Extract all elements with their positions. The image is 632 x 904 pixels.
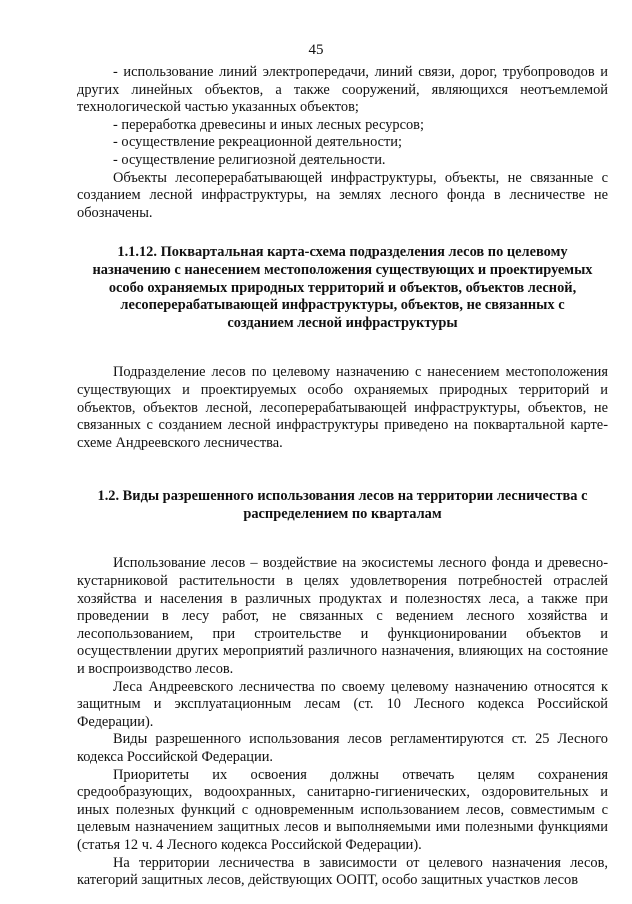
list-item: - переработка древесины и иных лесных ресурсов; xyxy=(113,116,424,133)
list-item: - осуществление рекреационной деятельности; xyxy=(113,134,402,151)
list-item: - использование линий электропередачи, линий связи, дорог, трубопроводов и других линейных объектов, а также сооружений, являющихся неотъемлемой технологической частью указанных объектов; xyxy=(77,64,608,116)
section-1-2-paragraph: На территории лесничества в зависимости от целевого назначения лесов, категорий защитных лесов, действующих ООПТ, особо защитных участков лесов xyxy=(77,854,608,889)
list-item: - осуществление религиозной деятельности. xyxy=(113,151,386,168)
section-1-2-paragraph: Виды разрешенного использования лесов регламентируются ст. 25 Лесного кодекса Российской Федерации. xyxy=(77,731,608,765)
section-heading-1-2: 1.2. Виды разрешенного использования лесов на территории лесничества с распределением по кварталам xyxy=(97,488,588,522)
page-number: 45 xyxy=(308,42,324,58)
section-1-2-paragraph: Приоритеты их освоения должны отвечать целям сохранения средообразующих, водоохранных, санитарно-гигиенических, оздоровительных и иных полезных функций с одновременным использованием лесов, совместимым с целевым назначением защитных лесов и выполняемыми ими полезными функциями (статья 12 ч. 4 Лесного кодекса Российской Федерации). xyxy=(77,766,608,853)
section-1-2-paragraph: Леса Андреевского лесничества по своему целевому назначению относятся к защитным и эксплуатационным лесам (ст. 10 Лесного кодекса Российской Федерации). xyxy=(77,678,608,730)
section-1-2-paragraph: Использование лесов – воздействие на экосистемы лесного фонда и древесно-кустарниковой растительности в целях удовлетворения потребностей отраслей хозяйства и населения в различных продуктах и полезностях леса, а также при проведении в лесу работ, не связанных с ведением лесного хозяйства и лесопользованием, при строительстве и функционировании объектов и осуществлении других мероприятий различного назначения, влияющих на состояние и воспроизводство лесов. xyxy=(77,555,608,678)
page-content xyxy=(77,64,608,890)
section-heading-1-1-12: 1.1.12. Поквартальная карта-схема подразделения лесов по целевому назначению с нанесением местоположения существующих и проектируемых особо охраняемых природных территорий и объектов, объектов лесной, лесоперерабатывающей инфраструктуры, объектов, не связанных с созданием лесной инфраструктуры xyxy=(92,244,593,331)
section-1-1-12-paragraph: Подразделение лесов по целевому назначению с нанесением местоположения существующих и проектируемых особо охраняемых природных территорий и объектов, объектов лесной, лесоперерабатывающей инфраструктуры, объектов, не связанных с созданием лесной инфраструктуры приведено на поквартальной карте-схеме Андреевского лесничества. xyxy=(77,364,608,451)
intro-paragraph: Объекты лесоперерабатывающей инфраструктуры, объекты, не связанные с созданием лесной инфраструктуры, на землях лесного фонда в лесничестве не обозначены. xyxy=(77,169,608,221)
